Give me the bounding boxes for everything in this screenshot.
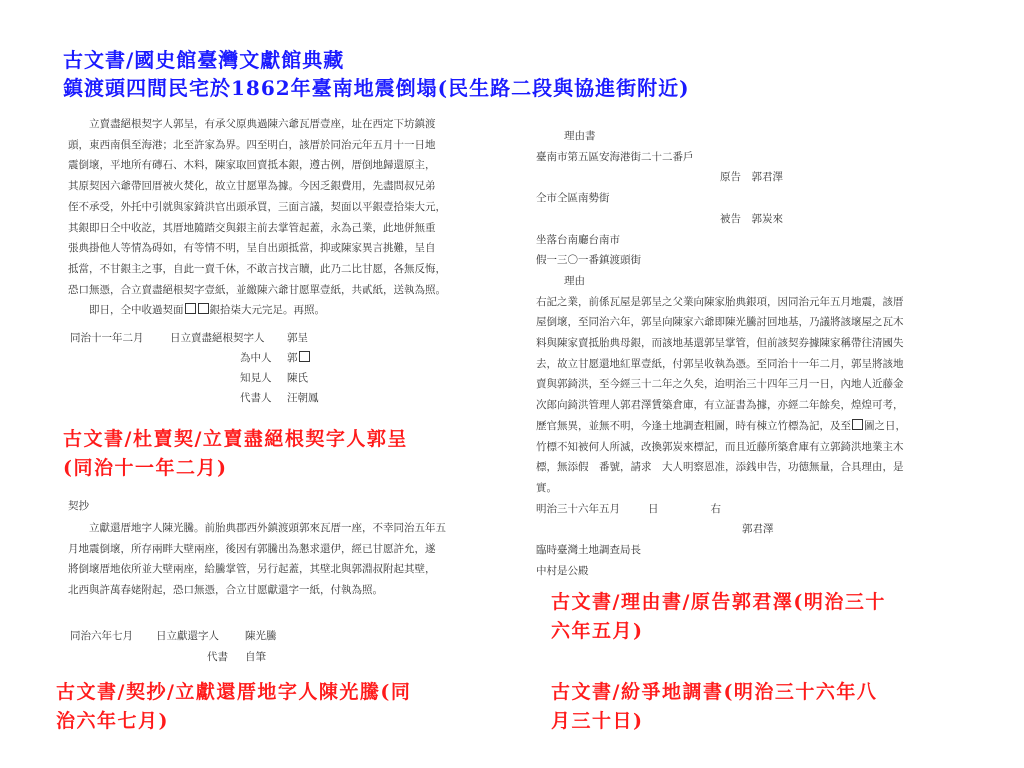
survey-official: 中村是公殿: [536, 564, 589, 577]
defendant: 被告 郭炭來: [720, 212, 783, 225]
contract-line: 北西與許萬春姥附起，恐口無憑，合立甘愿獻還字一紙，付執為照。: [68, 584, 383, 597]
defendant-address: 仝市仝區南勢街: [536, 192, 610, 205]
caption-statement: 古文書/理由書/原告郭君澤(明治三十 六年五月): [551, 591, 886, 642]
witness-name: 郭: [287, 350, 311, 365]
contract-line: 立獻還厝地字人陳光騰。前胎典郡西外鎮渡頭郭來瓦厝一座，不幸同治五年五: [89, 522, 446, 534]
deed-document: [68, 114, 508, 321]
deed-line: 抵當，不甘銀主之事，自此一賣千休，不敢言找言贖，此乃二比甘愿，各無反悔，: [68, 262, 446, 275]
reasons-line: 竹標不知被何人所滅，改換郭炭來標記，而且近藤所築倉庫有立郭錡洪地業主木: [536, 440, 904, 453]
reasons-line: 實。: [536, 481, 557, 494]
reasons-line: 料與陳家賣抵胎典母銀，而該地基還郭呈掌管，但前該契券據陳家稱帶往清國失: [536, 337, 904, 350]
caption-deed: 古文書/杜賣契/立賣盡絕根契字人郭呈 (同治十一年二月): [63, 428, 408, 479]
contract-line: 將倒壞厝地依所並大壁兩座，給騰掌管，另行起蓋，其壁北與郭淵叔附起其壁，: [68, 563, 436, 576]
witness-role: 為中人: [240, 352, 272, 364]
reasons-line: 歷官無異，並無不明，今逢土地調查粗圖，時有棟立竹標為記，及至 圖之日，: [536, 419, 906, 432]
deed-line: 立賣盡絕根契字人郭呈，有承父原典過陳六爺瓦厝壹座，址在西定下坊鎮渡: [89, 118, 436, 130]
contract-date: 同治六年七月: [70, 630, 133, 642]
illegible-box: [299, 351, 310, 362]
page-subtitle: 鎮渡頭四間民宅於1862年臺南地震倒塌(民生路二段與協進街附近): [63, 76, 690, 100]
statement-date-row: 明治三十六年五月 日 右: [536, 502, 721, 515]
illegible-box: [852, 419, 863, 430]
reasons-line: 標，無添假 番號，請求 大人明察恩准，添銭申告，功德無量，合具理由，是: [536, 461, 904, 474]
deed-line: 震倒壞，平地所有磚石、木料，陳家取回賣抵本銀，遵古例，厝倒地歸還原主，: [68, 159, 436, 172]
deed-line: 其銀即日仝中收訖，其厝地隨踏交與銀主前去掌管起蓋，永為己業，此地併無重: [68, 221, 436, 234]
plaintiff: 原告 郭君澤: [720, 171, 783, 184]
survey-office: 臨時臺灣土地調查局長: [536, 544, 641, 557]
contract-signer-name: 陳光騰: [245, 630, 277, 642]
reasons-line: 屋倒壞，至同治六年，郭呈向陳家六爺即陳光騰討回地基，乃議將該壞屋之瓦木: [536, 316, 904, 329]
contract-copy-heading: 契抄: [68, 500, 89, 512]
illegible-box: [198, 303, 209, 314]
land-number: 假一三〇一番鎮渡頭街: [536, 254, 641, 267]
reasons-subheading: 理由: [564, 274, 585, 287]
reasons-line: 次郎向錡洪管理人郭君澤賃築倉庫，有立証書為據，亦經二年餘矣，煌煌可考，: [536, 399, 904, 412]
contract-copy-document: [68, 518, 513, 601]
scribe-role: 代書人: [240, 392, 272, 404]
deed-signer-role: 日立賣盡絕根契字人: [170, 332, 265, 344]
deed-line: 侄不承受，外托中引就與家錡洪官出頭承買，三面言議，契面以平銀壹拾柒大元，: [68, 200, 446, 213]
illegible-box: [185, 303, 196, 314]
deed-line: 張典掛他人等情為碍如，有等情不明，呈自出頭抵當，抑或陳家異言挑難，呈自: [68, 242, 436, 255]
deed-line: 頭，東西南俱至海港；北至許家為界。四至明白，該厝於同治元年五月十一日地: [68, 138, 436, 151]
caption-contract-copy: 古文書/契抄/立獻還厝地字人陳光騰(同 治六年七月): [56, 681, 412, 732]
deed-line: 恐口無憑，合立賣盡絕根契字壹紙，並繳陳六爺甘愿單壹紙，共貳紙，送執為照。: [68, 283, 446, 296]
page-title: 古文書/國史館臺灣文獻館典藏: [63, 48, 345, 72]
caption-dispute-survey: 古文書/紛爭地調書(明治三十六年八 月三十日): [551, 681, 878, 732]
contract-line: 月地震倒壞，所存兩畔大壁兩座，後因有郭騰出為懇求還伊，經已甘愿許允，遂: [68, 542, 436, 555]
statement-of-reasons: [536, 126, 966, 581]
land-location: 坐落台南廳台南市: [536, 233, 620, 246]
plaintiff-address: 臺南市第五區安海港街二十二番戶: [536, 150, 694, 163]
witness-name: 陳氏: [287, 372, 308, 384]
contract-scribe-name: 自筆: [245, 651, 266, 663]
deed-line: 其原契因六爺帶回厝被火焚化，故立甘愿單為據。今因乏銀費用，先盡問叔兄弟: [68, 180, 436, 193]
reasons-line: 去，故立甘愿還地紅單壹紙，付郭呈收執為憑。至同治十一年二月，郭呈將該地: [536, 357, 904, 370]
deed-signer-name: 郭呈: [287, 332, 308, 344]
contract-signer-role: 日立獻還字人: [156, 630, 219, 642]
statement-heading: 理由書: [564, 130, 596, 142]
deed-receipt-line: 即日，仝中收過契面 銀拾柒大元完足。再照。: [89, 304, 325, 317]
reasons-line: 賣與郭錡洪，至今經三十二年之久矣，迨明治三十四年三月一日，內地人近藤金: [536, 378, 904, 391]
deed-date: 同治十一年二月: [70, 332, 144, 344]
scribe-name: 汪朝鳳: [287, 392, 319, 404]
reasons-line: 右記之業，前係瓦屋是郭呈之父業向陳家胎典銀項，因同治元年五月地震，該厝: [536, 295, 904, 308]
statement-signer: 郭君澤: [742, 523, 774, 536]
witness-role: 知見人: [240, 372, 272, 384]
contract-scribe-role: 代書: [207, 651, 228, 663]
